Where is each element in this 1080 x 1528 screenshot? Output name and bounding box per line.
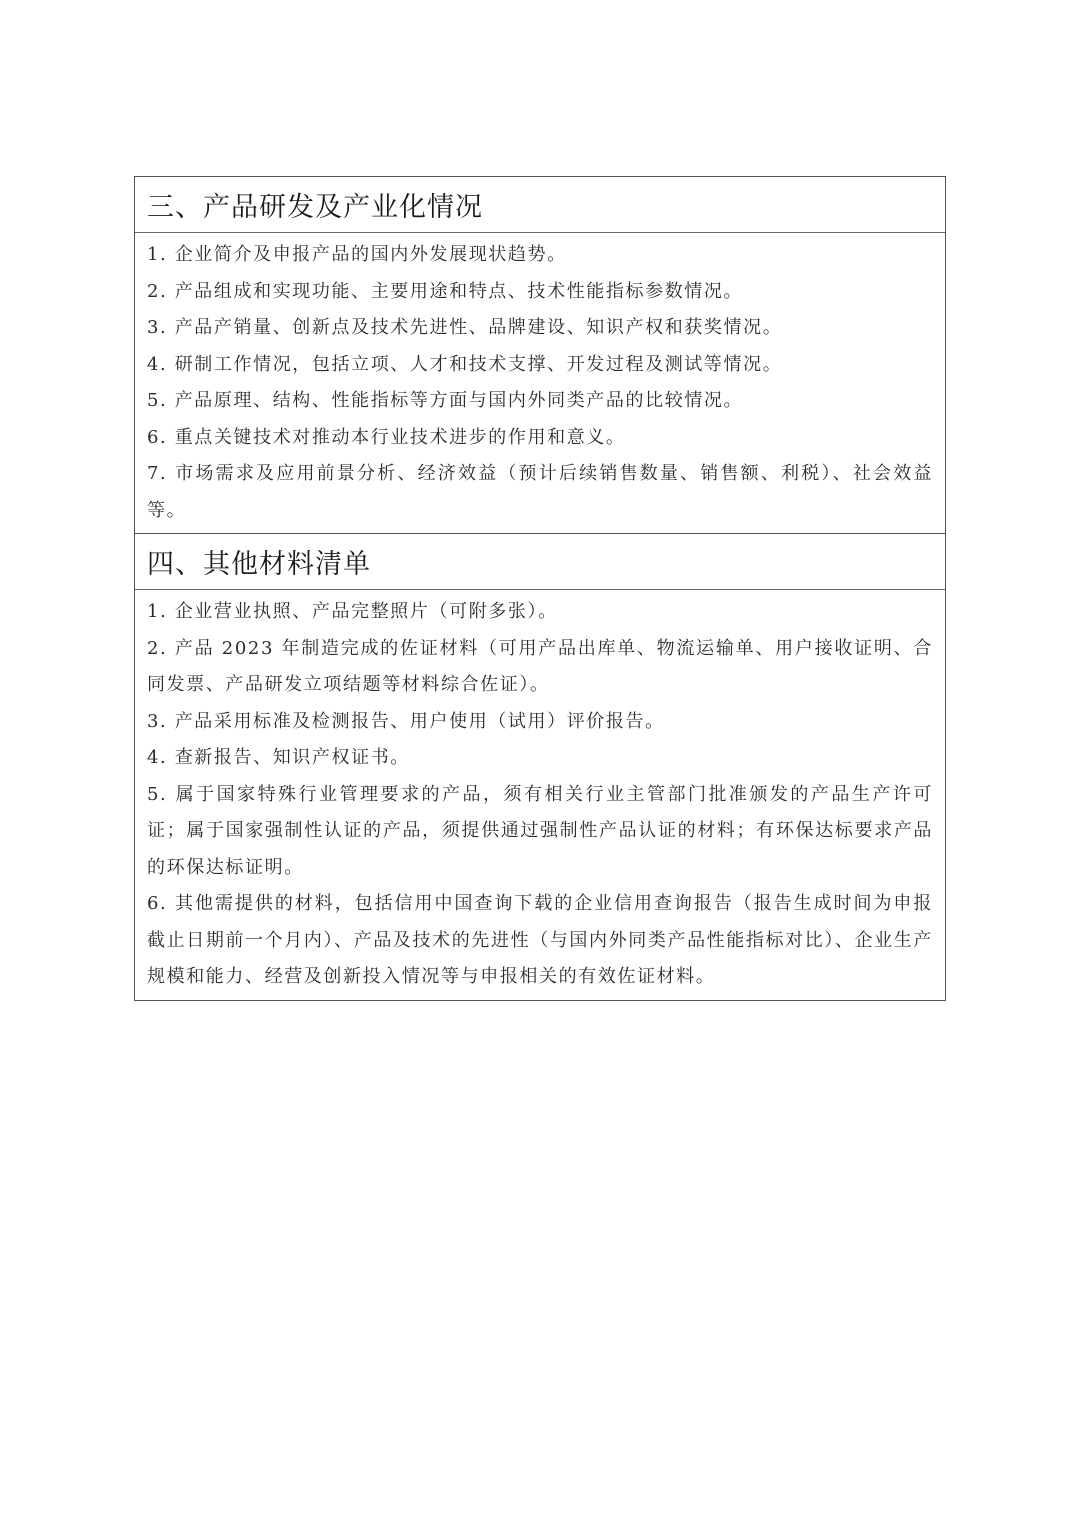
section-4-item-2: 2. 产品 2023 年制造完成的佐证材料（可用产品出库单、物流运输单、用户接收证明、合同发票、产品研发立项结题等材料综合佐证）。 <box>147 637 933 695</box>
section-4-item-1: 1. 企业营业执照、产品完整照片（可附多张）。 <box>147 601 558 622</box>
section-3-item-6: 6. 重点关键技术对推动本行业技术进步的作用和意义。 <box>147 426 626 448</box>
section-4-title-text: 四、其他材料清单 <box>147 549 371 580</box>
section-3-item-2: 2. 产品组成和实现功能、主要用途和特点、技术性能指标参数情况。 <box>147 280 744 302</box>
section-3-title-text: 三、产品研发及产业化情况 <box>147 192 483 223</box>
section-3-content <box>135 233 945 534</box>
section-3-item-1: 1. 企业简介及申报产品的国内外发展现状趋势。 <box>147 244 567 265</box>
section-3-title <box>135 177 945 233</box>
section-3-item-5: 5. 产品原理、结构、性能指标等方面与国内外同类产品的比较情况。 <box>147 390 744 411</box>
section-4-item-3: 3. 产品采用标准及检测报告、用户使用（试用）评价报告。 <box>147 710 665 732</box>
section-3-item-4: 4. 研制工作情况，包括立项、人才和技术支撑、开发过程及测试等情况。 <box>147 353 783 375</box>
section-4-title <box>135 534 945 590</box>
section-4-item-6: 6. 其他需提供的材料，包括信用中国查询下载的企业信用查询报告（报告生成时间为申报截止日期前一个月内）、产品及技术的先进性（与国内外同类产品性能指标对比）、企业生产规模和能力、经营及创新投入情况等与申报相关的有效佐证材料。 <box>147 893 933 987</box>
section-4-item-4: 4. 查新报告、知识产权证书。 <box>147 747 410 768</box>
form-table <box>134 176 946 1001</box>
section-3-item-7: 7. 市场需求及应用前景分析、经济效益（预计后续销售数量、销售额、利税）、社会效益等。 <box>147 463 933 521</box>
section-3-item-3: 3. 产品产销量、创新点及技术先进性、品牌建设、知识产权和获奖情况。 <box>147 317 783 338</box>
section-4-content <box>135 590 945 1000</box>
section-4-item-5: 5. 属于国家特殊行业管理要求的产品，须有相关行业主管部门批准颁发的产品生产许可证；属于国家强制性认证的产品，须提供通过强制性产品认证的材料；有环保达标要求产品的环保达标证明。 <box>147 783 933 878</box>
